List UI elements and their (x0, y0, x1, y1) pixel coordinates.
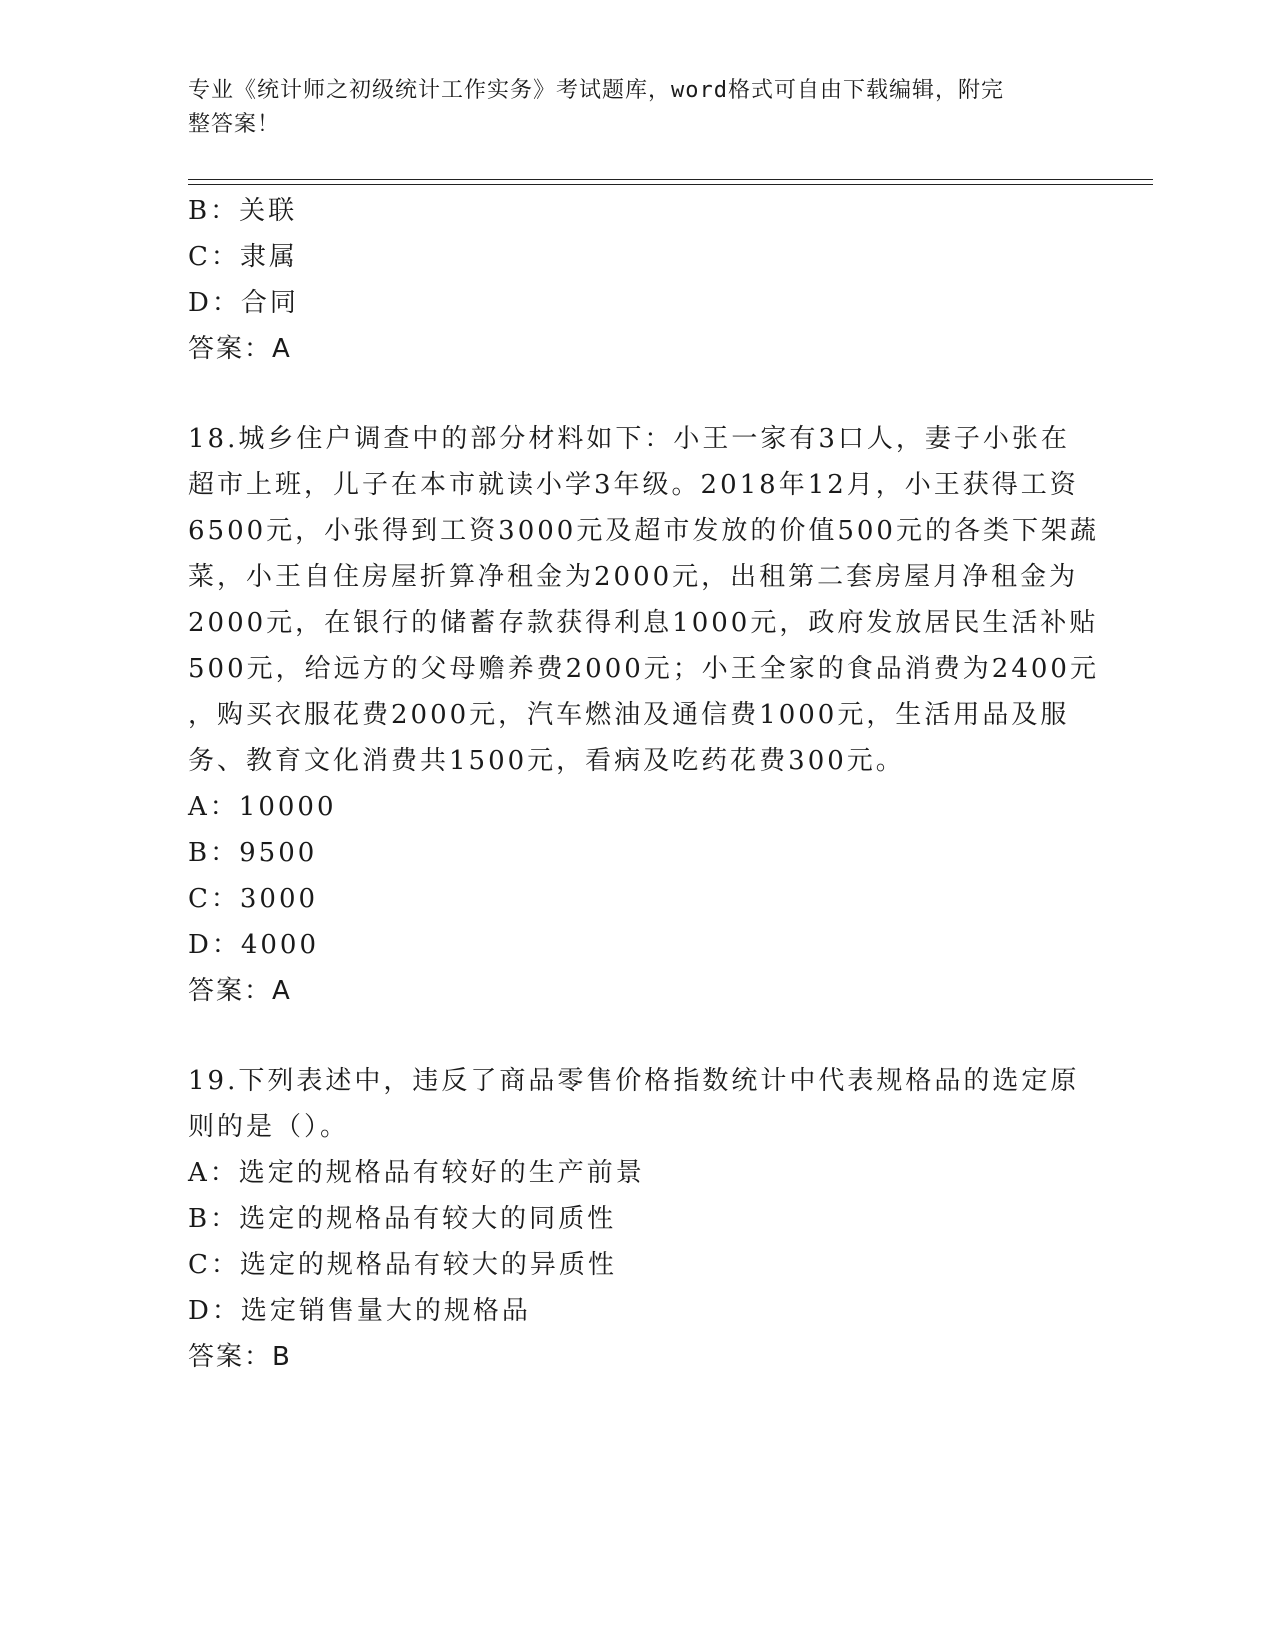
question-18-block (188, 416, 1099, 1014)
q19-option-a: A：选定的规格品有较好的生产前景 (188, 1158, 645, 1188)
header-line-2: 整答案！ (188, 112, 281, 137)
question-17-block (188, 188, 1088, 372)
q18-option-d: D：4000 (188, 930, 320, 960)
q17-answer: 答案：A (188, 334, 292, 364)
q18-question-line: 超市上班，儿子在本市就读小学3年级。2018年12月，小王获得工资 (188, 470, 1079, 500)
header-divider-bottom (188, 184, 1153, 185)
q19-option-c: C：选定的规格品有较大的异质性 (188, 1250, 617, 1280)
q19-question-line: 则的是（）。 (188, 1112, 350, 1142)
q17-option-d: D：合同 (188, 288, 299, 318)
q17-option-b: B：关联 (188, 196, 298, 226)
q18-answer: 答案：A (188, 976, 292, 1006)
page-content (188, 188, 1099, 1380)
q18-option-b: B：9500 (188, 838, 318, 868)
page-header (188, 74, 1068, 142)
q19-option-b: B：选定的规格品有较大的同质性 (188, 1204, 617, 1234)
q19-answer: 答案：B (188, 1342, 292, 1372)
q18-question-text (188, 416, 1099, 784)
q19-option-d: D：选定销售量大的规格品 (188, 1296, 531, 1326)
q18-question-line: 务、教育文化消费共1500元，看病及吃药花费300元。 (188, 746, 905, 776)
q18-question-line: 6500元，小张得到工资3000元及超市发放的价值500元的各类下架蔬 (188, 516, 1099, 546)
q18-option-c: C：3000 (188, 884, 319, 914)
header-divider-top (188, 179, 1153, 180)
header-line-1: 专业《统计师之初级统计工作实务》考试题库，word格式可自由下载编辑，附完 (188, 78, 1004, 103)
q18-question-line: 2000元，在银行的储蓄存款获得利息1000元，政府发放居民生活补贴 (188, 608, 1099, 638)
q19-question-text (188, 1058, 1088, 1150)
q18-option-a: A：10000 (188, 792, 337, 822)
q18-question-line: 500元，给远方的父母赡养费2000元；小王全家的食品消费为2400元 (188, 654, 1099, 684)
q18-question-line: 18.城乡住户调查中的部分材料如下：小王一家有3口人，妻子小张在 (188, 424, 1070, 454)
q17-option-c: C：隶属 (188, 242, 298, 272)
question-19-block (188, 1058, 1088, 1380)
q19-question-line: 19.下列表述中，违反了商品零售价格指数统计中代表规格品的选定原 (188, 1066, 1080, 1096)
q18-question-line: 菜，小王自住房屋折算净租金为2000元，出租第二套房屋月净租金为 (188, 562, 1079, 592)
q18-question-line: ，购买衣服花费2000元，汽车燃油及通信费1000元，生活用品及服 (188, 700, 1070, 730)
